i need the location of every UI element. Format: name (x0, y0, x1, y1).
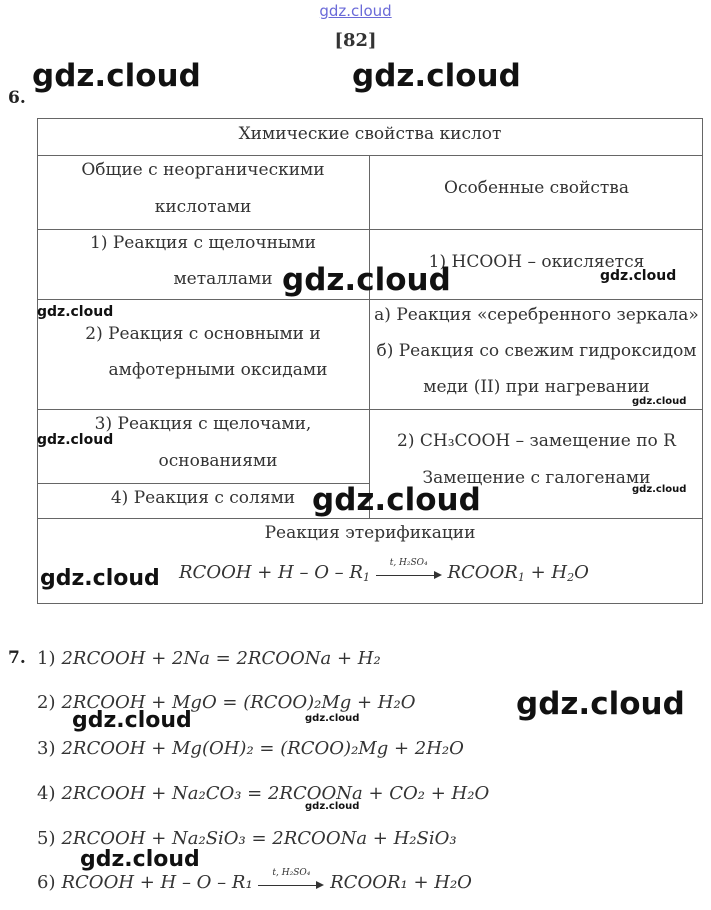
watermark: gdz.cloud (312, 482, 481, 518)
watermark: gdz.cloud (600, 268, 677, 284)
left-row-4-line1: 4) Реакция с солями (110, 488, 296, 508)
watermark: gdz.cloud (37, 432, 114, 448)
equation-2: 2) 2RCOOH + MgO = (RCOO)₂Mg + H₂O (37, 692, 416, 713)
watermark: gdz.cloud (352, 58, 521, 94)
equation-4: 4) 2RCOOH + Na₂CO₃ = 2RCOONa + CO₂ + H₂O (37, 783, 490, 804)
watermark: gdz.cloud (632, 484, 687, 495)
left-row-3-line1: 3) Реакция с щелочами, (94, 414, 312, 434)
site-link[interactable]: gdz.cloud (319, 2, 392, 20)
watermark: gdz.cloud (37, 304, 114, 320)
reaction-arrow-icon (258, 868, 324, 890)
equation-1: 1) 2RCOOH + 2Na = 2RCOONa + H₂ (37, 648, 381, 669)
chemical-properties-table (37, 118, 703, 604)
equation-5: 5) 2RCOOH + Na₂SiO₃ = 2RCOONa + H₂SiO₃ (37, 828, 457, 849)
right-row-2-line1: а) Реакция «серебренного зеркала» (374, 305, 699, 325)
watermark: gdz.cloud (305, 713, 360, 724)
esterification-tail: + H (524, 562, 568, 583)
left-row-2-line1: 2) Реакция с основными и (85, 324, 321, 344)
task-7-number: 7. (8, 648, 26, 668)
watermark: gdz.cloud (282, 262, 451, 298)
right-row-1: 1) НСООН – окисляется (428, 252, 645, 272)
left-header-line2: кислотами (154, 197, 252, 217)
watermark: gdz.cloud (80, 847, 200, 872)
equation-3: 3) 2RCOOH + Mg(OH)₂ = (RCOO)₂Mg + 2H₂O (37, 738, 464, 759)
right-header: Особенные свойства (444, 178, 629, 198)
watermark: gdz.cloud (305, 801, 360, 812)
right-row-2-line2: б) Реакция со свежим гидроксидом (376, 341, 697, 361)
esterification-label: Реакция этерификации (264, 523, 476, 543)
watermark: gdz.cloud (72, 708, 192, 733)
equation-6: 6) RCOOH + H – O – R₁ t, H₂SO₄ RCOOR₁ + H₂O (37, 868, 472, 893)
watermark: gdz.cloud (40, 566, 160, 591)
watermark: gdz.cloud (632, 396, 687, 407)
right-row-3-line1: 2) CH₃COOH – замещение по R (397, 431, 676, 451)
watermark: gdz.cloud (516, 686, 685, 722)
task-6-number: 6. (8, 88, 26, 108)
arrow-condition: t, H₂SO₄ (272, 868, 311, 878)
esterification-end: O (574, 562, 589, 583)
right-row-3-line2: Замещение с галогенами (422, 468, 651, 488)
left-row-1-line2: металлами (173, 269, 273, 289)
watermark: gdz.cloud (32, 58, 201, 94)
left-row-3-line2: основаниями (158, 451, 278, 471)
esterification-equation: RCOOH + H – O – $R_1$ t, H₂SO₄ $RCOOR_1 + H_2O$ (179, 558, 589, 584)
left-row-2-line2: амфотерными оксидами (108, 360, 328, 380)
left-header-line1: Общие с неорганическими (81, 160, 325, 180)
page-number: [82] (334, 30, 377, 51)
table-title: Химические свойства кислот (238, 124, 502, 144)
arrow-condition: t, H₂SO₄ (389, 558, 428, 568)
esterification-left: RCOOH + H – O – R (179, 562, 363, 583)
right-row-2-line3: меди (II) при нагревании (423, 377, 650, 397)
left-row-1-line1: 1) Реакция с щелочными (90, 233, 316, 253)
reaction-arrow-icon (376, 558, 442, 580)
esterification-right: RCOOR (447, 562, 518, 583)
